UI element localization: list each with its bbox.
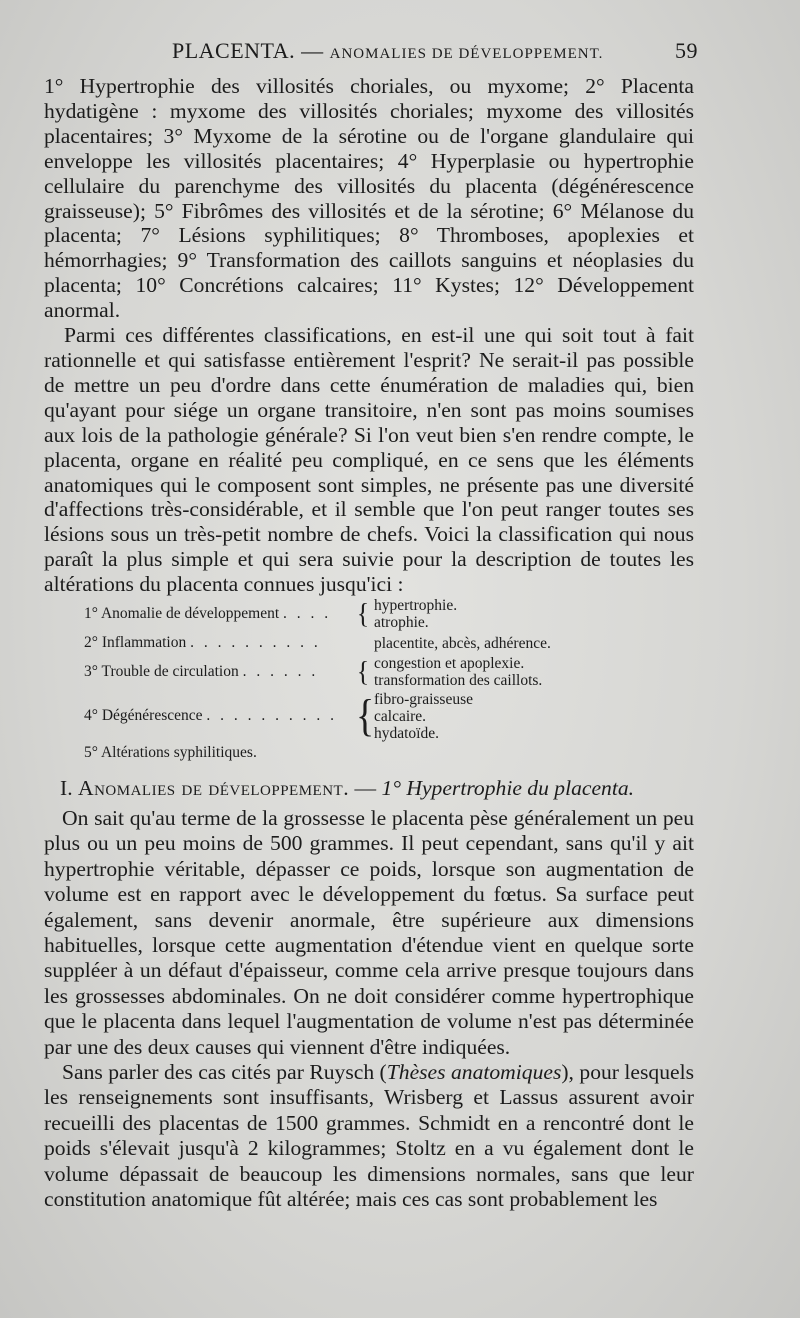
paragraph-discussion: Parmi ces différentes classifications, en est-il une qui soit tout à fait rationnelle et qui satisfasse entièrement l'esprit? Ne serait-il pas possible de mettre un peu d'ordre dans cette énumération de maladies qui, bien qu'ayant pour siége un organe transitoire, n'en sont pas moins soumises aux lois de la pathologie générale? Si l'on veut bien s'en rendre compte, le placenta, organe en réalité peu compliqué, en ce sens que les éléments anatomiques qui le composent sont simples, ne présente pas une diversité d'affections très-considérable, et il semble que l'on peut ranger toutes ses lésions sous un très-petit nombre de chefs. Voici la classification qui nous paraît la plus simple et qui sera suivie pour la description de toutes les altérations du placenta connues jusqu'ici : xyxy=(44,323,694,597)
classification-value: atrophie. xyxy=(374,614,429,631)
classification-table xyxy=(84,596,704,764)
classification-label: 1° Anomalie de développement xyxy=(84,605,280,622)
classification-label: 2° Inflammation xyxy=(84,634,187,651)
header-dash: — xyxy=(301,38,324,63)
section-title: Anomalies de développement. xyxy=(78,776,350,800)
leader-dots: . . . . . . . . . . xyxy=(190,634,321,651)
body-text-upper xyxy=(44,74,694,597)
page-number: 59 xyxy=(675,38,698,63)
classification-value: hydatoïde. xyxy=(374,724,439,742)
section-dash: — xyxy=(354,776,377,800)
section-heading xyxy=(60,776,694,801)
classification-value: placentite, abcès, adhérence. xyxy=(374,634,551,652)
brace-icon: { xyxy=(356,690,375,742)
header-subtitle: ANOMALIES DE DÉVELOPPEMENT. xyxy=(329,46,604,62)
classification-value: transformation des caillots. xyxy=(374,672,543,689)
leader-dots: . . . . . . xyxy=(242,663,319,680)
classification-value: congestion et apoplexie. xyxy=(374,655,525,672)
classification-label: 4° Dégénérescence xyxy=(84,707,203,724)
classification-row xyxy=(84,654,704,690)
leader-dots: . . . . xyxy=(283,605,332,622)
paragraph-classification-list: 1° Hypertrophie des villosités choriales, ou myxome; 2° Placenta hydatigène : myxome des villosités choriales; myxome des villosités placentaires; 3° Myxome de la sérotine ou de l'organe glandulaire qui enveloppe les villosités placentaires; 4° Hyperplasie ou hypertrophie cellulaire du parenchyme des villosités du placenta (dégénérescence graisseuse); 5° Fibrômes des villosités et de la sérotine; 6° Mélanose du placenta; 7° Lésions syphilitiques; 8° Thromboses, apoplexies et hémorrhagies; 9° Transformation des caillots sanguins et néoplasies du placenta; 10° Concrétions calcaires; 11° Kystes; 12° Développement anormal. xyxy=(44,74,694,323)
brace-icon: { xyxy=(356,597,370,630)
section-roman: I. xyxy=(60,776,73,800)
classification-label: 3° Trouble de circulation xyxy=(84,663,239,680)
body-text-lower xyxy=(44,806,694,1213)
cited-work: Thèses anatomiques xyxy=(386,1060,562,1085)
brace-icon: { xyxy=(356,655,370,688)
section-subtitle: 1° Hypertrophie du placenta. xyxy=(381,776,635,800)
running-title xyxy=(172,38,603,64)
classification-value: hypertrophie. xyxy=(374,597,458,614)
header-title: PLACENTA. xyxy=(172,38,296,63)
classification-row xyxy=(84,742,704,764)
classification-value: calcaire. xyxy=(374,707,427,725)
classification-row xyxy=(84,596,704,632)
classification-label: 5° Altérations syphilitiques. xyxy=(84,744,257,761)
leader-dots: . . . . . . . . . . xyxy=(206,707,337,724)
classification-row xyxy=(84,632,704,654)
running-header xyxy=(60,38,698,68)
classification-row xyxy=(84,690,704,742)
classification-value: fibro-graisseuse xyxy=(374,690,473,708)
paragraph-cases: Sans parler des cas cités par Ruysch (Thèses anatomiques), pour lesquels les renseignements sont insuffisants, Wrisberg et Lassus assurent avoir recueilli des placentas de 1500 grammes. Schmidt en a rencontré dont le poids s'élevait jusqu'à 2 kilogrammes; Stoltz en a vu également dont le volume dépassait de beaucoup les dimensions normales, sans que leur constitution anatomique fût altérée; mais ces cas sont probablement les xyxy=(44,1060,694,1212)
paragraph-weight: On sait qu'au terme de la grossesse le placenta pèse généralement un peu plus ou un peu moins de 500 grammes. Il peut cependant, sans qu'il y ait hypertrophie véritable, dépasser ce poids, lorsque son augmentation de volume est en rapport avec le développement du fœtus. Sa surface peut également, sans devenir anormale, être supérieure aux dimensions habituelles, lorsque cette augmentation d'étendue vient en quelque sorte suppléer à un défaut d'épaisseur, comme cela arrive presque toujours dans les grossesses abdominales. On ne doit considérer comme hypertrophique que le placenta dans lequel l'augmentation de volume n'est pas déterminée par une des deux causes qui viennent d'être indiquées. xyxy=(44,806,694,1059)
